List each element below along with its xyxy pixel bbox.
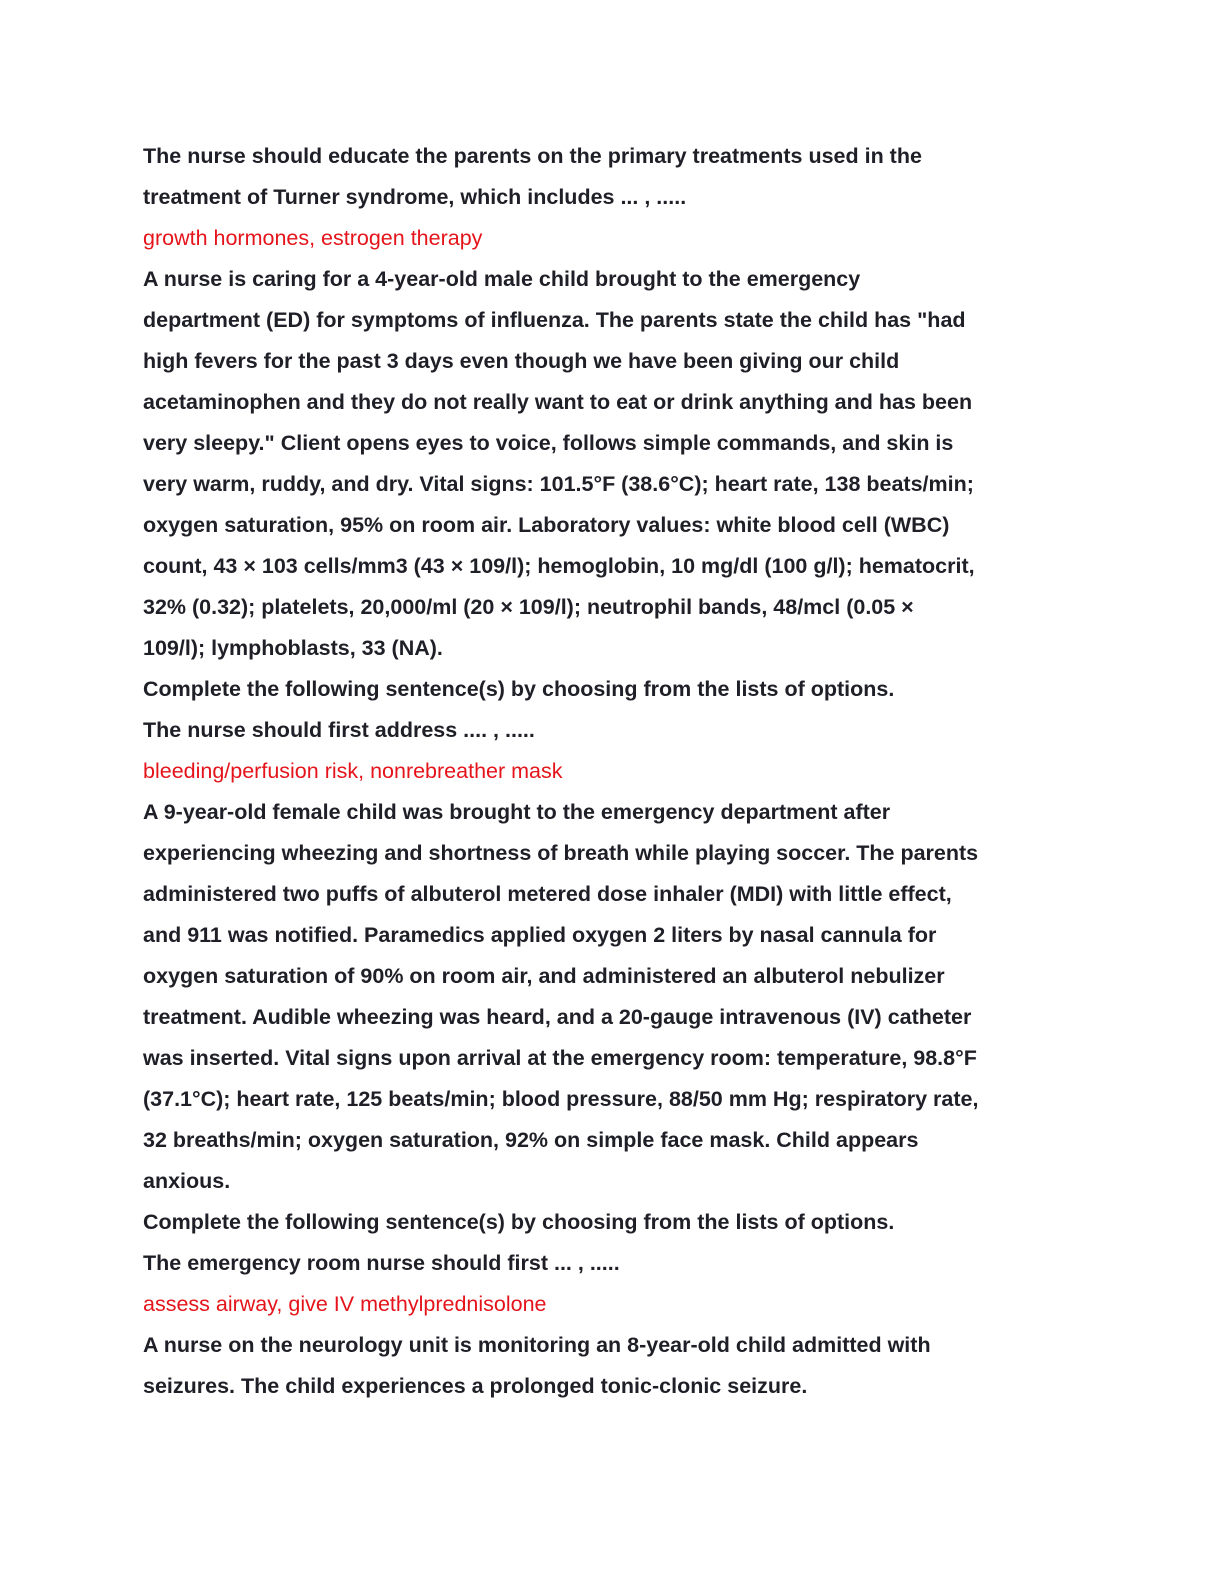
question-line: The nurse should first address .... , ..... <box>143 718 535 742</box>
question-line: seizures. The child experiences a prolonged tonic-clonic seizure. <box>143 1374 808 1398</box>
question-line: oxygen saturation, 95% on room air. Laboratory values: white blood cell (WBC) <box>143 513 950 537</box>
question-line: The nurse should educate the parents on the primary treatments used in the <box>143 144 922 168</box>
question-line: treatment. Audible wheezing was heard, and a 20-gauge intravenous (IV) catheter <box>143 1005 972 1029</box>
answer-line: bleeding/perfusion risk, nonrebreather mask <box>143 759 563 783</box>
question-line: 109/l); lymphoblasts, 33 (NA). <box>143 636 443 660</box>
question-line: The emergency room nurse should first ... , ..... <box>143 1251 620 1275</box>
document-page <box>143 136 1083 1407</box>
question-line: department (ED) for symptoms of influenza. The parents state the child has "had <box>143 308 966 332</box>
question-line: A 9-year-old female child was brought to the emergency department after <box>143 800 891 824</box>
question-line: A nurse on the neurology unit is monitoring an 8-year-old child admitted with <box>143 1333 931 1357</box>
question-line: acetaminophen and they do not really want to eat or drink anything and has been <box>143 390 973 414</box>
question-line: administered two puffs of albuterol metered dose inhaler (MDI) with little effect, <box>143 882 952 906</box>
question-line: and 911 was notified. Paramedics applied oxygen 2 liters by nasal cannula for <box>143 923 937 947</box>
question-line: was inserted. Vital signs upon arrival at the emergency room: temperature, 98.8°F <box>143 1046 977 1070</box>
question-line: very warm, ruddy, and dry. Vital signs: 101.5°F (38.6°C); heart rate, 138 beats/min; <box>143 472 974 496</box>
question-line: very sleepy." Client opens eyes to voice, follows simple commands, and skin is <box>143 431 954 455</box>
question-line: count, 43 × 103 cells/mm3 (43 × 109/l); hemoglobin, 10 mg/dl (100 g/l); hematocrit, <box>143 554 975 578</box>
question-line: (37.1°C); heart rate, 125 beats/min; blood pressure, 88/50 mm Hg; respiratory rate, <box>143 1087 979 1111</box>
answer-line: growth hormones, estrogen therapy <box>143 226 483 250</box>
question-line: oxygen saturation of 90% on room air, and administered an albuterol nebulizer <box>143 964 945 988</box>
question-line: high fevers for the past 3 days even though we have been giving our child <box>143 349 900 373</box>
question-line: experiencing wheezing and shortness of breath while playing soccer. The parents <box>143 841 979 865</box>
question-line: 32 breaths/min; oxygen saturation, 92% on simple face mask. Child appears <box>143 1128 919 1152</box>
question-line: Complete the following sentence(s) by choosing from the lists of options. <box>143 677 895 701</box>
question-line: treatment of Turner syndrome, which includes ... , ..... <box>143 185 687 209</box>
answer-line: assess airway, give IV methylprednisolone <box>143 1292 547 1316</box>
question-line: A nurse is caring for a 4-year-old male child brought to the emergency <box>143 267 861 291</box>
question-line: anxious. <box>143 1169 231 1193</box>
question-line: Complete the following sentence(s) by choosing from the lists of options. <box>143 1210 895 1234</box>
question-line: 32% (0.32); platelets, 20,000/ml (20 × 109/l); neutrophil bands, 48/mcl (0.05 × <box>143 595 914 619</box>
